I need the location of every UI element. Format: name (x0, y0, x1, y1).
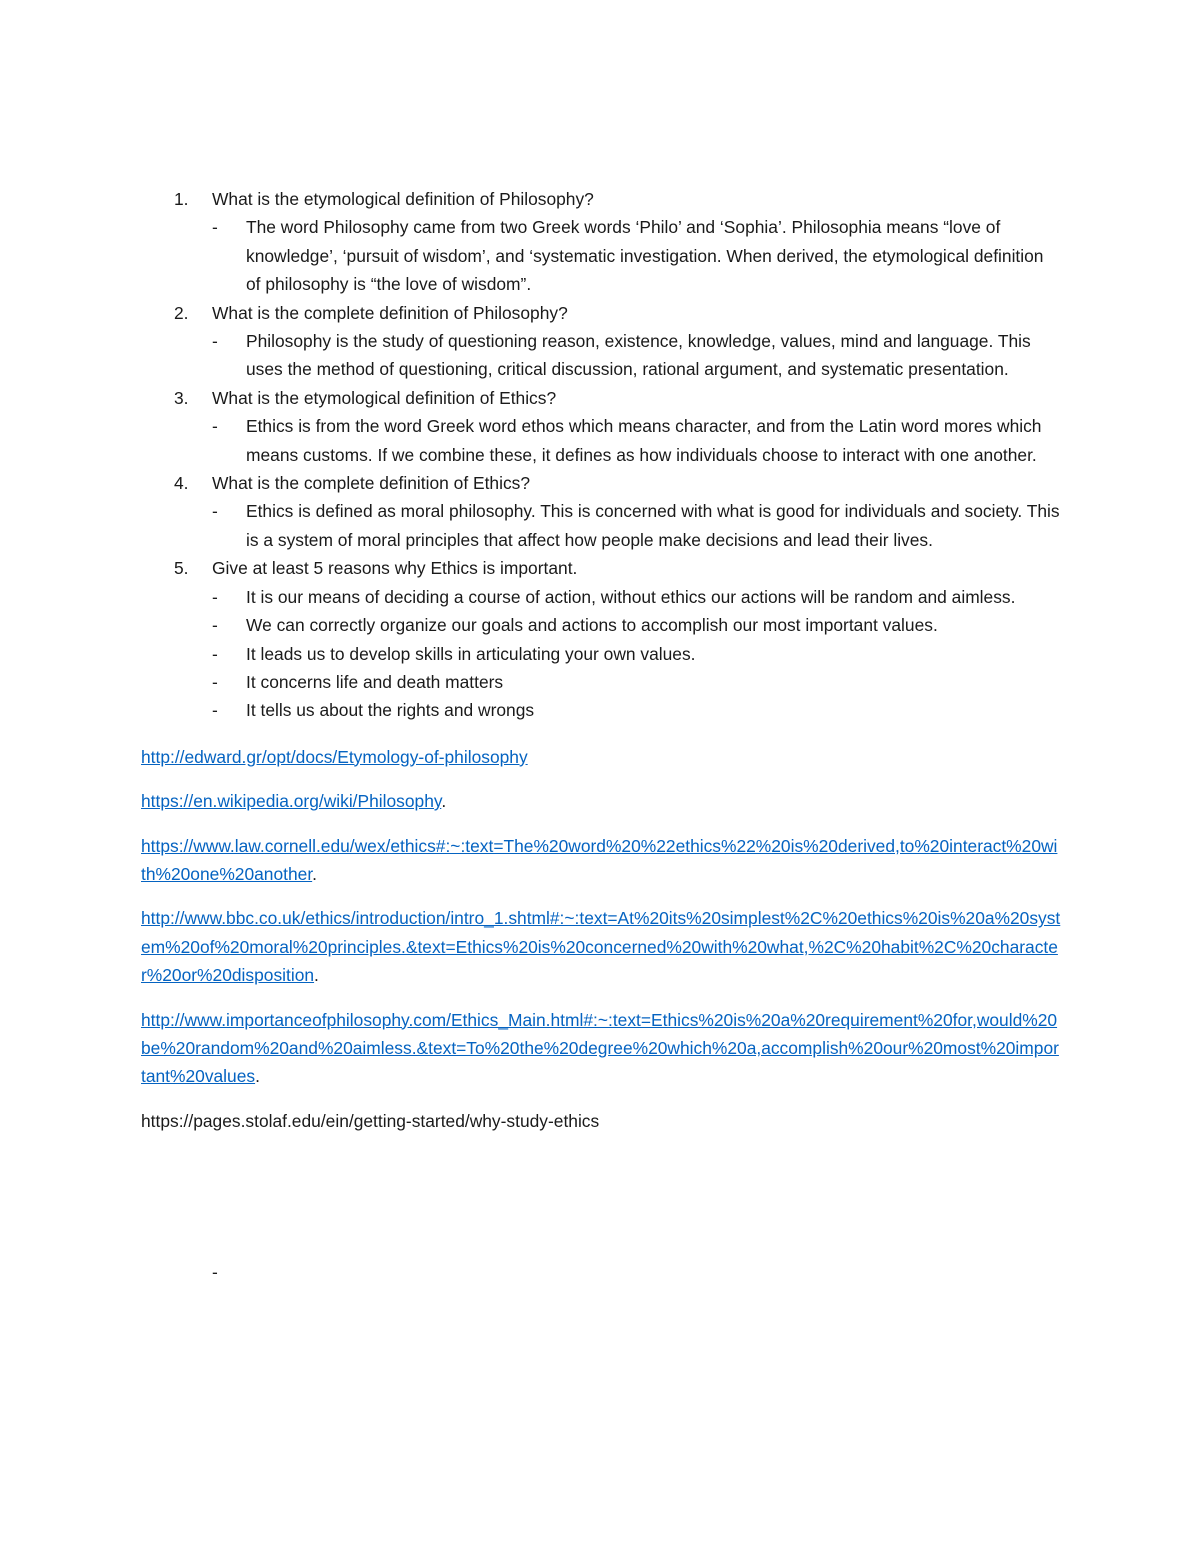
answer-item (212, 327, 1061, 384)
reference-item (141, 787, 1061, 815)
dash-bullet: - (212, 700, 218, 721)
dash-bullet: - (212, 586, 218, 607)
dash-bullet: - (212, 501, 218, 522)
reference-item (141, 904, 1061, 989)
answer-item (212, 497, 1061, 554)
reference-link[interactable]: https://www.law.cornell.edu/wex/ethics#:~:text=The%20word%20%22ethics%22%20is%20derived,to%20interact%20with%20one%20another (141, 835, 1058, 884)
answer-text: Philosophy is the study of questioning reason, existence, knowledge, values, mind and language. This uses the method of questioning, critical discussion, rational argument, and systematic presentation. (246, 331, 1031, 380)
trailing-dash: - (212, 1262, 218, 1282)
question-number: 2. (174, 302, 189, 323)
reference-item (141, 1006, 1061, 1091)
reference-link[interactable]: https://en.wikipedia.org/wiki/Philosophy (141, 791, 442, 812)
answer-list (212, 327, 1061, 384)
reference-item (141, 832, 1061, 889)
reference-item (141, 743, 1061, 771)
dash-bullet: - (212, 331, 218, 352)
reference-suffix: . (312, 863, 317, 884)
reference-suffix: . (314, 965, 319, 986)
answer-text: It concerns life and death matters (246, 671, 504, 692)
reference-link[interactable]: http://www.bbc.co.uk/ethics/introduction/intro_1.shtml#:~:text=At%20its%20simplest%2C%20ethics%20is%20a%20system%20of%20moral%20principles.&text=Ethics%20is%20concerned%20with%20what,%2C%20habit%2C%20character%20or%20disposition (141, 908, 1061, 986)
dash-bullet: - (212, 416, 218, 437)
question-text: What is the etymological definition of Ethics? (212, 387, 557, 408)
answer-text: It leads us to develop skills in articulating your own values. (246, 643, 696, 664)
dash-bullet: - (212, 217, 218, 238)
document-body (141, 185, 1061, 1151)
reference-link[interactable]: http://www.importanceofphilosophy.com/Ethics_Main.html#:~:text=Ethics%20is%20a%20requirement%20for,would%20be%20random%20and%20aimless.&text=To%20the%20degree%20which%20a,accomplish%20our%20most%20important%20values (141, 1009, 1059, 1087)
reference-list (141, 743, 1061, 1091)
dash-bullet: - (212, 671, 218, 692)
answer-text: We can correctly organize our goals and actions to accomplish our most important values. (246, 615, 938, 636)
answer-list (212, 213, 1061, 298)
answer-text: Ethics is defined as moral philosophy. This is concerned with what is good for individuals and society. This is a system of moral principles that affect how people make decisions and lead their lives. (246, 501, 1060, 550)
question-item (141, 554, 1061, 724)
answer-text: It tells us about the rights and wrongs (246, 700, 535, 721)
reference-suffix: . (441, 791, 447, 812)
dash-bullet: - (212, 615, 218, 636)
answer-item (212, 412, 1061, 469)
question-item (141, 469, 1061, 554)
answer-item (212, 583, 1061, 611)
reference-link[interactable]: http://edward.gr/opt/docs/Etymology-of-philosophy (141, 746, 528, 767)
answer-text: It is our means of deciding a course of action, without ethics our actions will be random and aimless. (246, 586, 1016, 607)
question-list (141, 185, 1061, 725)
question-item (141, 299, 1061, 384)
answer-list (212, 583, 1061, 725)
reference-suffix: . (255, 1066, 260, 1087)
answer-item (212, 611, 1061, 639)
question-number: 5. (174, 558, 189, 579)
answer-text: Ethics is from the word Greek word ethos which means character, and from the Latin word mores which means customs. If we combine these, it defines as how individuals choose to interact with one another. (246, 416, 1042, 465)
question-item (141, 384, 1061, 469)
question-text: Give at least 5 reasons why Ethics is important. (212, 558, 578, 579)
question-number: 1. (174, 189, 189, 209)
dash-bullet: - (212, 643, 218, 664)
answer-item (212, 640, 1061, 668)
question-text: What is the etymological definition of Philosophy? (212, 189, 594, 209)
question-text: What is the complete definition of Philosophy? (212, 302, 568, 323)
plain-reference: https://pages.stolaf.edu/ein/getting-started/why-study-ethics (141, 1110, 600, 1131)
answer-text: The word Philosophy came from two Greek words ‘Philo’ and ‘Sophia’. Philosophia means “love of knowledge’, ‘pursuit of wisdom’, and ‘systematic investigation. When derived, the etymological definition of philosophy is “the love of wisdom”. (246, 217, 1044, 295)
answer-item (212, 213, 1061, 298)
answer-list (212, 497, 1061, 554)
question-text: What is the complete definition of Ethics? (212, 473, 531, 494)
answer-list (212, 412, 1061, 469)
answer-item (212, 668, 1061, 696)
question-number: 3. (174, 387, 189, 408)
question-number: 4. (174, 473, 189, 494)
question-item (141, 185, 1061, 299)
answer-item (212, 696, 1061, 724)
